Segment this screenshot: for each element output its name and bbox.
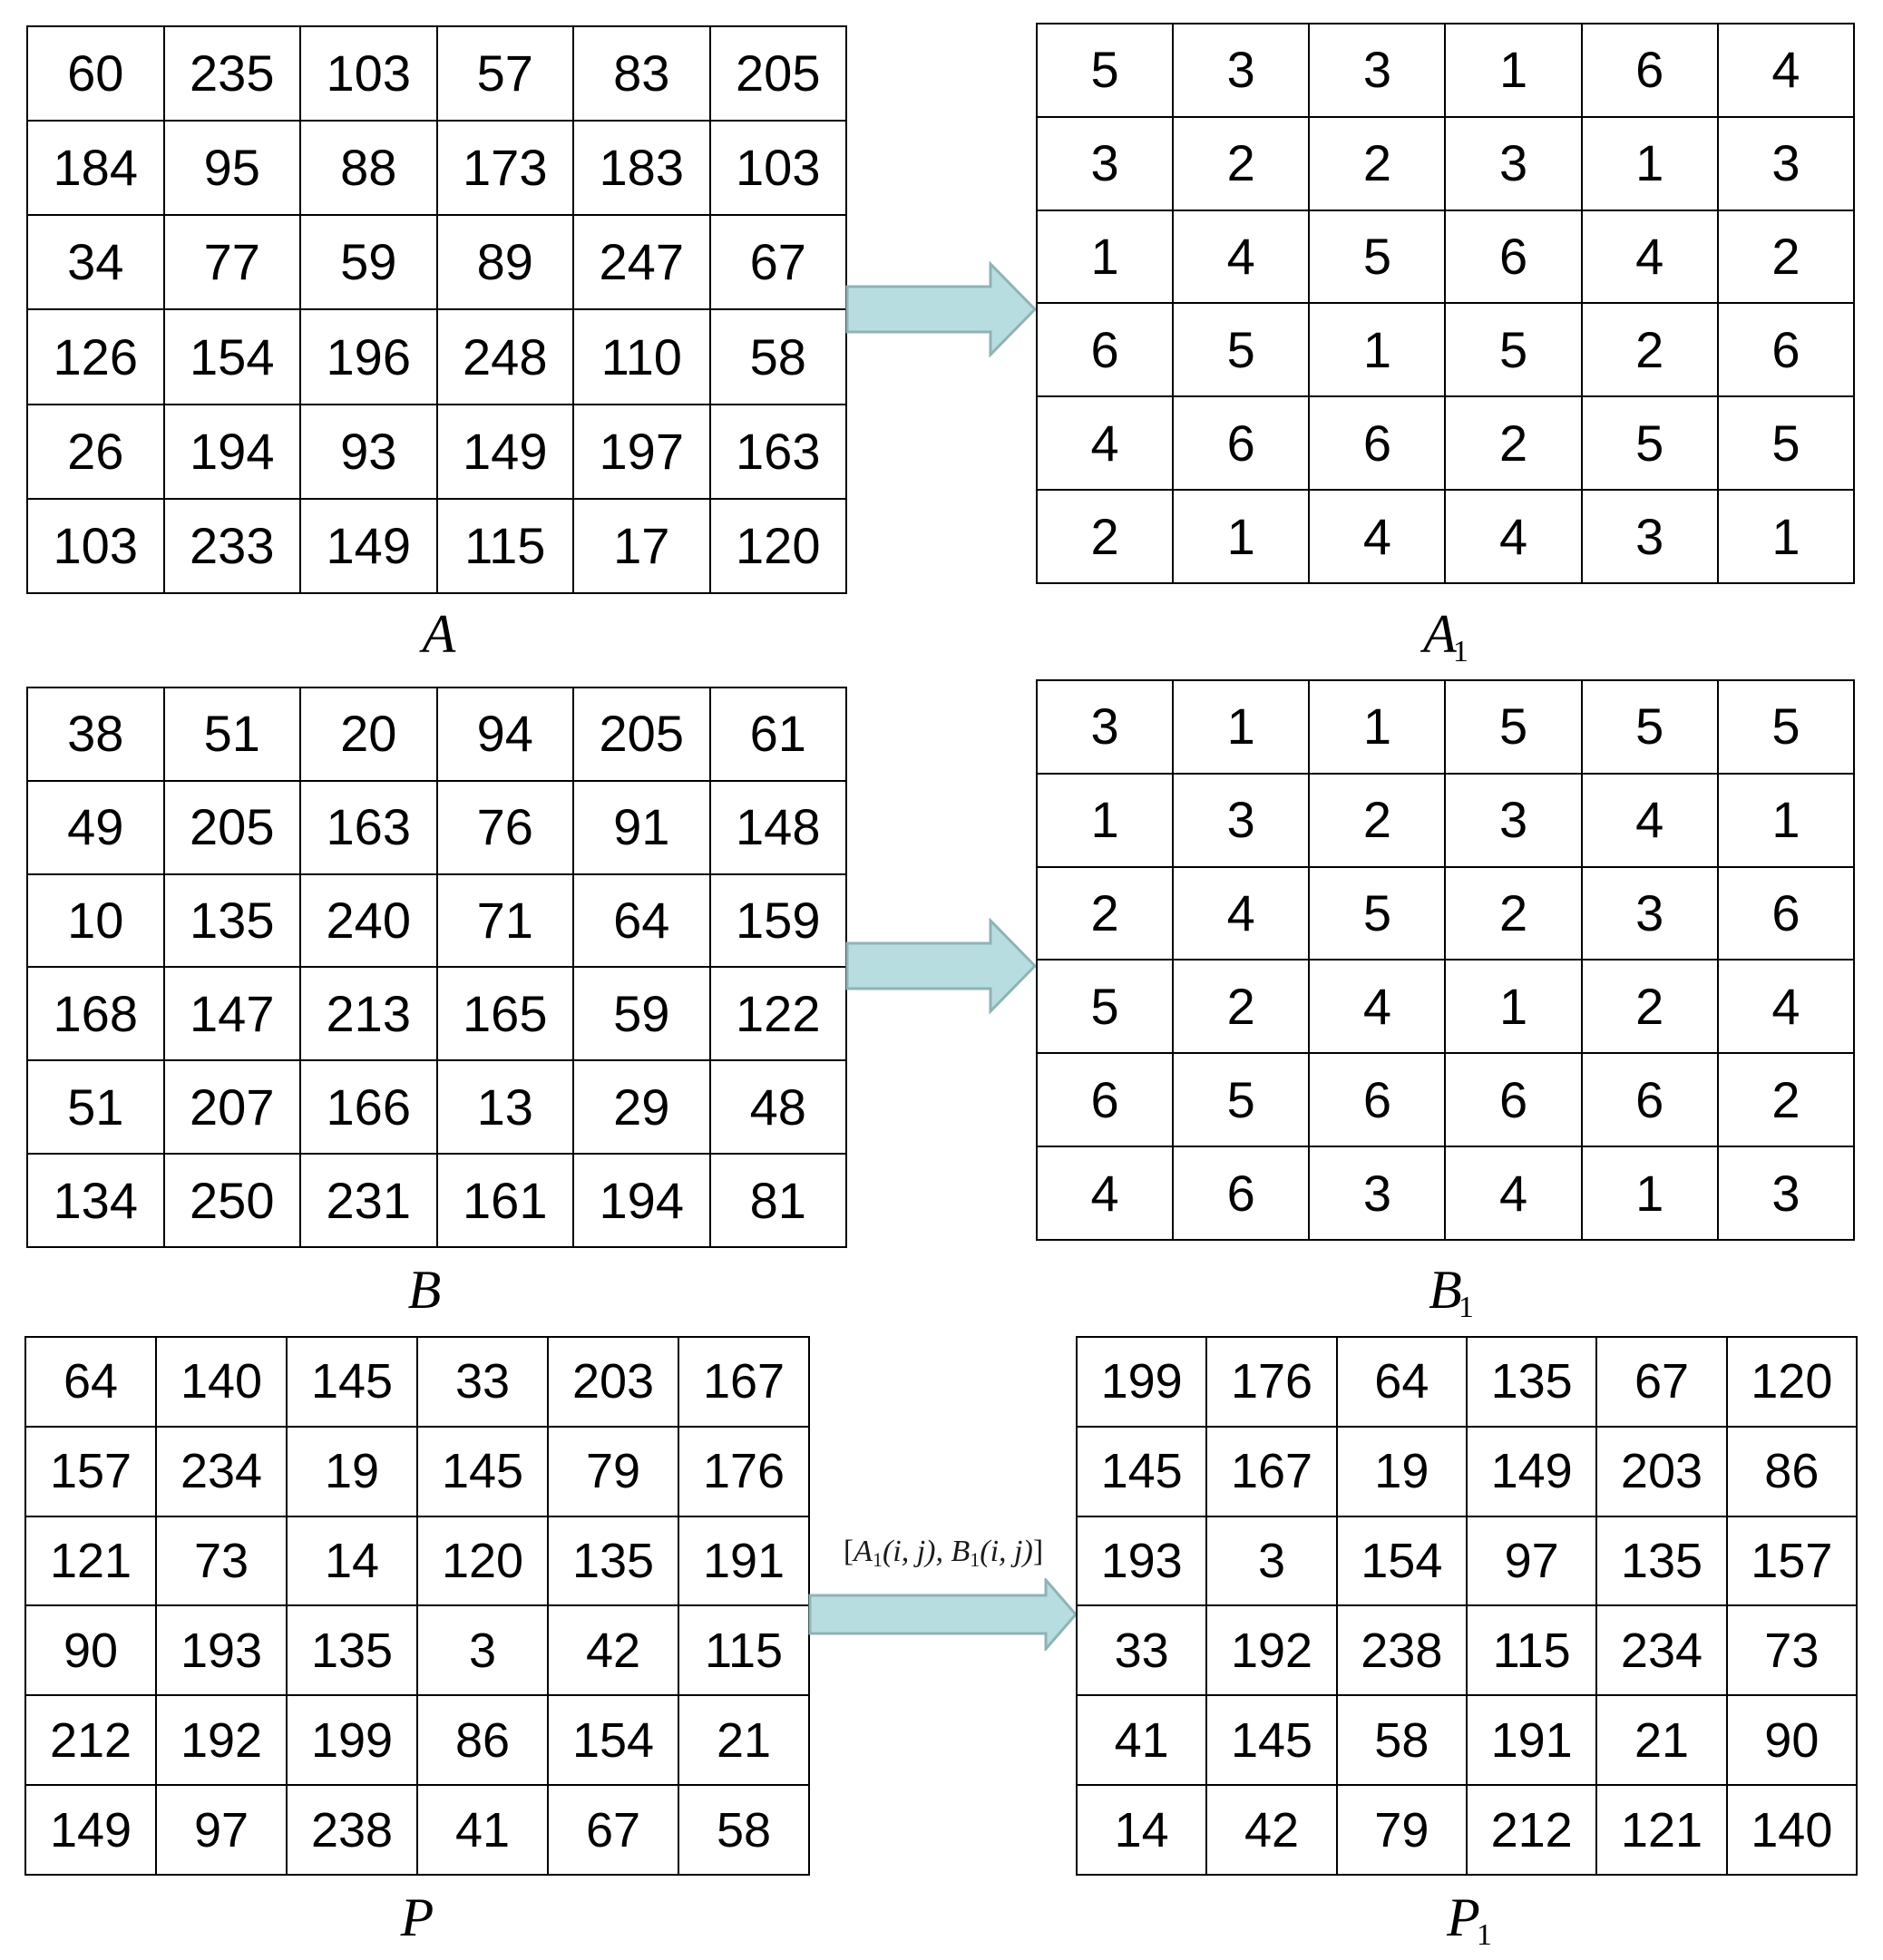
matrix-cell: 2 xyxy=(1309,117,1445,210)
matrix-cell: 90 xyxy=(1727,1695,1857,1785)
matrix-cell: 79 xyxy=(1337,1785,1467,1875)
matrix-cell: 145 xyxy=(1077,1427,1206,1516)
matrix-cell: 126 xyxy=(27,309,164,404)
matrix-row xyxy=(27,499,846,593)
matrix-cell: 3 xyxy=(1173,774,1309,867)
matrix-cell: 77 xyxy=(164,215,301,309)
matrix-cell: 149 xyxy=(1467,1427,1596,1516)
matrix-b xyxy=(26,687,847,1248)
matrix-cell: 231 xyxy=(300,1154,437,1247)
matrix-b1-label xyxy=(1429,1259,1474,1325)
matrix-row xyxy=(1037,210,1854,304)
matrix-cell: 67 xyxy=(1596,1337,1726,1427)
matrix-cell: 95 xyxy=(164,121,301,215)
matrix-cell: 135 xyxy=(287,1605,417,1695)
matrix-cell: 6 xyxy=(1037,303,1173,396)
matrix-cell: 193 xyxy=(156,1605,287,1695)
matrix-cell: 5 xyxy=(1173,303,1309,396)
matrix-cell: 157 xyxy=(25,1427,156,1516)
matrix-cell: 3 xyxy=(1582,490,1718,583)
matrix-cell: 6 xyxy=(1445,210,1581,304)
matrix-row xyxy=(27,1154,846,1247)
matrix-cell: 205 xyxy=(164,781,301,874)
matrix-cell: 234 xyxy=(1596,1605,1726,1695)
matrix-cell: 67 xyxy=(710,215,847,309)
matrix-cell: 121 xyxy=(1596,1785,1726,1875)
matrix-cell: 103 xyxy=(27,499,164,593)
matrix-cell: 149 xyxy=(25,1785,156,1875)
matrix-cell: 167 xyxy=(1206,1427,1336,1516)
matrix-cell: 135 xyxy=(1596,1516,1726,1606)
formula-a-sub: 1 xyxy=(872,1548,883,1571)
matrix-row xyxy=(1077,1785,1857,1875)
arrow-right-icon xyxy=(845,918,1038,1014)
matrix-cell: 3 xyxy=(1718,1146,1854,1240)
matrix-row xyxy=(1077,1337,1857,1427)
matrix-cell: 1 xyxy=(1309,303,1445,396)
matrix-row xyxy=(27,874,846,968)
matrix-cell: 197 xyxy=(573,405,710,499)
matrix-cell: 5 xyxy=(1718,396,1854,490)
matrix-cell: 1 xyxy=(1037,210,1173,304)
matrix-p1 xyxy=(1076,1336,1858,1876)
formula-a: A xyxy=(854,1535,873,1568)
matrix-cell: 1 xyxy=(1173,680,1309,774)
matrix-cell: 60 xyxy=(27,26,164,121)
matrix-cell: 51 xyxy=(164,687,301,781)
matrix-cell: 4 xyxy=(1173,210,1309,304)
matrix-cell: 19 xyxy=(1337,1427,1467,1516)
matrix-cell: 6 xyxy=(1037,1053,1173,1146)
matrix-cell: 58 xyxy=(678,1785,809,1875)
matrix-cell: 41 xyxy=(417,1785,548,1875)
matrix-p1-label xyxy=(1447,1887,1492,1953)
matrix-cell: 17 xyxy=(573,499,710,593)
matrix-cell: 149 xyxy=(437,405,574,499)
matrix-row xyxy=(27,309,846,404)
matrix-cell: 2 xyxy=(1445,396,1581,490)
matrix-cell: 14 xyxy=(287,1516,417,1606)
matrix-cell: 59 xyxy=(573,967,710,1060)
matrix-cell: 4 xyxy=(1173,867,1309,960)
matrix-cell: 2 xyxy=(1445,867,1581,960)
matrix-cell: 173 xyxy=(437,121,574,215)
matrix-cell: 135 xyxy=(164,874,301,968)
matrix-cell: 4 xyxy=(1718,24,1854,117)
matrix-row xyxy=(1077,1516,1857,1606)
matrix-cell: 49 xyxy=(27,781,164,874)
matrix-cell: 205 xyxy=(573,687,710,781)
matrix-cell: 83 xyxy=(573,26,710,121)
matrix-cell: 159 xyxy=(710,874,847,968)
matrix-cell: 48 xyxy=(710,1060,847,1154)
matrix-cell: 250 xyxy=(164,1154,301,1247)
matrix-cell: 6 xyxy=(1309,396,1445,490)
formula-args1: (i, j), xyxy=(882,1535,951,1568)
matrix-cell: 161 xyxy=(437,1154,574,1247)
matrix-cell: 61 xyxy=(710,687,847,781)
matrix-cell: 154 xyxy=(1337,1516,1467,1606)
matrix-row xyxy=(25,1427,809,1516)
matrix-cell: 64 xyxy=(25,1337,156,1427)
matrix-cell: 89 xyxy=(437,215,574,309)
matrix-cell: 212 xyxy=(25,1695,156,1785)
matrix-cell: 6 xyxy=(1718,303,1854,396)
matrix-cell: 79 xyxy=(548,1427,678,1516)
matrix-row xyxy=(1037,396,1854,490)
matrix-cell: 3 xyxy=(1445,117,1581,210)
matrix-cell: 148 xyxy=(710,781,847,874)
matrix-row xyxy=(25,1337,809,1427)
matrix-row xyxy=(25,1605,809,1695)
matrix-cell: 115 xyxy=(1467,1605,1596,1695)
matrix-cell: 1 xyxy=(1445,24,1581,117)
matrix-cell: 176 xyxy=(678,1427,809,1516)
matrix-cell: 3 xyxy=(1173,24,1309,117)
matrix-cell: 135 xyxy=(548,1516,678,1606)
matrix-a1-label xyxy=(1423,603,1468,669)
matrix-cell: 4 xyxy=(1582,210,1718,304)
matrix-cell: 145 xyxy=(417,1427,548,1516)
matrix-row xyxy=(1037,1146,1854,1240)
matrix-cell: 29 xyxy=(573,1060,710,1154)
matrix-row xyxy=(27,215,846,309)
matrix-cell: 5 xyxy=(1173,1053,1309,1146)
matrix-cell: 26 xyxy=(27,405,164,499)
matrix-cell: 235 xyxy=(164,26,301,121)
matrix-cell: 4 xyxy=(1309,960,1445,1053)
matrix-cell: 192 xyxy=(156,1695,287,1785)
matrix-cell: 167 xyxy=(678,1337,809,1427)
matrix-cell: 97 xyxy=(1467,1516,1596,1606)
matrix-cell: 73 xyxy=(1727,1605,1857,1695)
matrix-cell: 21 xyxy=(1596,1695,1726,1785)
label-subscript: 1 xyxy=(1476,1918,1492,1952)
matrix-cell: 166 xyxy=(300,1060,437,1154)
matrix-row xyxy=(25,1695,809,1785)
matrix-cell: 3 xyxy=(1309,1146,1445,1240)
matrix-cell: 5 xyxy=(1582,396,1718,490)
matrix-cell: 4 xyxy=(1445,490,1581,583)
matrix-row xyxy=(25,1785,809,1875)
matrix-cell: 58 xyxy=(1337,1695,1467,1785)
matrix-cell: 14 xyxy=(1077,1785,1206,1875)
matrix-a xyxy=(26,25,847,594)
matrix-cell: 2 xyxy=(1173,960,1309,1053)
matrix-cell: 42 xyxy=(548,1605,678,1695)
matrix-cell: 81 xyxy=(710,1154,847,1247)
matrix-cell: 64 xyxy=(1337,1337,1467,1427)
matrix-cell: 154 xyxy=(164,309,301,404)
matrix-row xyxy=(1037,117,1854,210)
matrix-cell: 2 xyxy=(1173,117,1309,210)
matrix-cell: 5 xyxy=(1718,680,1854,774)
matrix-cell: 147 xyxy=(164,967,301,1060)
bracket-open: [ xyxy=(843,1535,854,1568)
matrix-cell: 2 xyxy=(1037,867,1173,960)
matrix-cell: 3 xyxy=(1718,117,1854,210)
matrix-row xyxy=(1037,303,1854,396)
matrix-cell: 1 xyxy=(1582,117,1718,210)
matrix-cell: 194 xyxy=(164,405,301,499)
matrix-cell: 103 xyxy=(710,121,847,215)
matrix-cell: 103 xyxy=(300,26,437,121)
label-text: P xyxy=(400,1887,434,1947)
matrix-cell: 163 xyxy=(300,781,437,874)
matrix-cell: 115 xyxy=(437,499,574,593)
matrix-cell: 248 xyxy=(437,309,574,404)
matrix-b1 xyxy=(1036,679,1855,1241)
matrix-cell: 194 xyxy=(573,1154,710,1247)
matrix-cell: 5 xyxy=(1445,303,1581,396)
matrix-cell: 4 xyxy=(1037,1146,1173,1240)
matrix-cell: 1 xyxy=(1445,960,1581,1053)
matrix-cell: 97 xyxy=(156,1785,287,1875)
matrix-cell: 203 xyxy=(1596,1427,1726,1516)
matrix-cell: 247 xyxy=(573,215,710,309)
matrix-row xyxy=(27,967,846,1060)
matrix-row xyxy=(27,26,846,121)
matrix-cell: 154 xyxy=(548,1695,678,1785)
matrix-cell: 2 xyxy=(1582,960,1718,1053)
label-text: A xyxy=(422,604,456,664)
matrix-cell: 6 xyxy=(1173,396,1309,490)
matrix-cell: 94 xyxy=(437,687,574,781)
matrix-cell: 6 xyxy=(1445,1053,1581,1146)
matrix-cell: 115 xyxy=(678,1605,809,1695)
matrix-row xyxy=(1077,1605,1857,1695)
matrix-cell: 58 xyxy=(710,309,847,404)
matrix-cell: 110 xyxy=(573,309,710,404)
matrix-cell: 183 xyxy=(573,121,710,215)
matrix-cell: 157 xyxy=(1727,1516,1857,1606)
matrix-cell: 73 xyxy=(156,1516,287,1606)
matrix-cell: 4 xyxy=(1445,1146,1581,1240)
matrix-row xyxy=(1037,960,1854,1053)
matrix-cell: 135 xyxy=(1467,1337,1596,1427)
matrix-cell: 1 xyxy=(1582,1146,1718,1240)
matrix-cell: 10 xyxy=(27,874,164,968)
matrix-cell: 212 xyxy=(1467,1785,1596,1875)
matrix-cell: 140 xyxy=(1727,1785,1857,1875)
matrix-row xyxy=(1037,867,1854,960)
label-text: A xyxy=(1423,604,1457,664)
matrix-cell: 145 xyxy=(1206,1695,1336,1785)
matrix-row xyxy=(1037,490,1854,583)
matrix-cell: 203 xyxy=(548,1337,678,1427)
matrix-cell: 21 xyxy=(678,1695,809,1785)
matrix-cell: 193 xyxy=(1077,1516,1206,1606)
matrix-cell: 3 xyxy=(1582,867,1718,960)
matrix-cell: 4 xyxy=(1582,774,1718,867)
matrix-cell: 5 xyxy=(1037,24,1173,117)
matrix-cell: 238 xyxy=(287,1785,417,1875)
matrix-row xyxy=(25,1516,809,1606)
matrix-cell: 121 xyxy=(25,1516,156,1606)
matrix-a1 xyxy=(1036,23,1855,584)
matrix-cell: 93 xyxy=(300,405,437,499)
matrix-p xyxy=(24,1336,810,1876)
matrix-cell: 5 xyxy=(1309,210,1445,304)
matrix-cell: 163 xyxy=(710,405,847,499)
matrix-cell: 233 xyxy=(164,499,301,593)
matrix-cell: 86 xyxy=(417,1695,548,1785)
matrix-row xyxy=(1037,24,1854,117)
arrow-right-icon xyxy=(808,1578,1078,1651)
matrix-cell: 134 xyxy=(27,1154,164,1247)
matrix-cell: 5 xyxy=(1309,867,1445,960)
label-text: B xyxy=(1429,1260,1462,1320)
matrix-cell: 1 xyxy=(1037,774,1173,867)
matrix-cell: 168 xyxy=(27,967,164,1060)
transform-formula xyxy=(844,1535,1043,1572)
matrix-cell: 199 xyxy=(287,1695,417,1785)
matrix-cell: 1 xyxy=(1718,490,1854,583)
matrix-cell: 192 xyxy=(1206,1605,1336,1695)
matrix-row xyxy=(27,405,846,499)
matrix-cell: 6 xyxy=(1718,867,1854,960)
matrix-cell: 3 xyxy=(417,1605,548,1695)
matrix-cell: 51 xyxy=(27,1060,164,1154)
matrix-cell: 140 xyxy=(156,1337,287,1427)
matrix-cell: 149 xyxy=(300,499,437,593)
matrix-cell: 6 xyxy=(1582,24,1718,117)
matrix-row xyxy=(27,1060,846,1154)
matrix-cell: 88 xyxy=(300,121,437,215)
matrix-cell: 2 xyxy=(1718,210,1854,304)
matrix-cell: 145 xyxy=(287,1337,417,1427)
label-text: B xyxy=(407,1260,442,1320)
matrix-cell: 191 xyxy=(1467,1695,1596,1785)
matrix-cell: 6 xyxy=(1309,1053,1445,1146)
matrix-cell: 240 xyxy=(300,874,437,968)
matrix-cell: 184 xyxy=(27,121,164,215)
matrix-cell: 57 xyxy=(437,26,574,121)
matrix-cell: 1 xyxy=(1718,774,1854,867)
matrix-cell: 234 xyxy=(156,1427,287,1516)
matrix-cell: 5 xyxy=(1445,680,1581,774)
matrix-cell: 59 xyxy=(300,215,437,309)
matrix-row xyxy=(1077,1695,1857,1785)
matrix-cell: 90 xyxy=(25,1605,156,1695)
matrix-cell: 20 xyxy=(300,687,437,781)
matrix-cell: 33 xyxy=(417,1337,548,1427)
matrix-row xyxy=(1037,680,1854,774)
matrix-cell: 1 xyxy=(1309,680,1445,774)
matrix-row xyxy=(27,781,846,874)
matrix-cell: 120 xyxy=(1727,1337,1857,1427)
matrix-cell: 3 xyxy=(1309,24,1445,117)
matrix-cell: 2 xyxy=(1718,1053,1854,1146)
label-subscript: 1 xyxy=(1452,635,1468,668)
matrix-cell: 6 xyxy=(1173,1146,1309,1240)
matrix-cell: 42 xyxy=(1206,1785,1336,1875)
matrix-cell: 2 xyxy=(1582,303,1718,396)
formula-args2: (i, j) xyxy=(980,1535,1033,1568)
matrix-cell: 120 xyxy=(417,1516,548,1606)
matrix-row xyxy=(1077,1427,1857,1516)
matrix-cell: 34 xyxy=(27,215,164,309)
matrix-cell: 213 xyxy=(300,967,437,1060)
matrix-cell: 38 xyxy=(27,687,164,781)
matrix-cell: 238 xyxy=(1337,1605,1467,1695)
matrix-cell: 4 xyxy=(1037,396,1173,490)
matrix-cell: 191 xyxy=(678,1516,809,1606)
matrix-cell: 5 xyxy=(1582,680,1718,774)
matrix-cell: 3 xyxy=(1037,680,1173,774)
matrix-cell: 6 xyxy=(1582,1053,1718,1146)
matrix-cell: 2 xyxy=(1309,774,1445,867)
matrix-row xyxy=(1037,774,1854,867)
matrix-cell: 196 xyxy=(300,309,437,404)
matrix-cell: 3 xyxy=(1037,117,1173,210)
matrix-cell: 71 xyxy=(437,874,574,968)
matrix-cell: 1 xyxy=(1173,490,1309,583)
arrow-right-icon xyxy=(845,261,1038,357)
label-text: P xyxy=(1447,1887,1480,1947)
matrix-row xyxy=(1037,1053,1854,1146)
matrix-p-label xyxy=(400,1887,434,1953)
matrix-cell: 5 xyxy=(1037,960,1173,1053)
matrix-cell: 41 xyxy=(1077,1695,1206,1785)
matrix-cell: 4 xyxy=(1718,960,1854,1053)
matrix-cell: 122 xyxy=(710,967,847,1060)
matrix-cell: 3 xyxy=(1445,774,1581,867)
bracket-close: ] xyxy=(1032,1535,1044,1568)
matrix-cell: 64 xyxy=(573,874,710,968)
matrix-cell: 33 xyxy=(1077,1605,1206,1695)
matrix-cell: 165 xyxy=(437,967,574,1060)
matrix-a-label xyxy=(422,603,456,669)
matrix-cell: 120 xyxy=(710,499,847,593)
matrix-cell: 205 xyxy=(710,26,847,121)
matrix-cell: 207 xyxy=(164,1060,301,1154)
matrix-cell: 2 xyxy=(1037,490,1173,583)
matrix-cell: 176 xyxy=(1206,1337,1336,1427)
matrix-row xyxy=(27,687,846,781)
matrix-cell: 13 xyxy=(437,1060,574,1154)
matrix-cell: 67 xyxy=(548,1785,678,1875)
matrix-cell: 19 xyxy=(287,1427,417,1516)
matrix-cell: 76 xyxy=(437,781,574,874)
matrix-b-label xyxy=(407,1259,442,1325)
formula-b-sub: 1 xyxy=(970,1548,981,1571)
matrix-cell: 3 xyxy=(1206,1516,1336,1606)
matrix-cell: 86 xyxy=(1727,1427,1857,1516)
matrix-cell: 199 xyxy=(1077,1337,1206,1427)
label-subscript: 1 xyxy=(1458,1291,1474,1324)
formula-b: B xyxy=(951,1535,971,1568)
matrix-cell: 4 xyxy=(1309,490,1445,583)
matrix-cell: 91 xyxy=(573,781,710,874)
matrix-row xyxy=(27,121,846,215)
